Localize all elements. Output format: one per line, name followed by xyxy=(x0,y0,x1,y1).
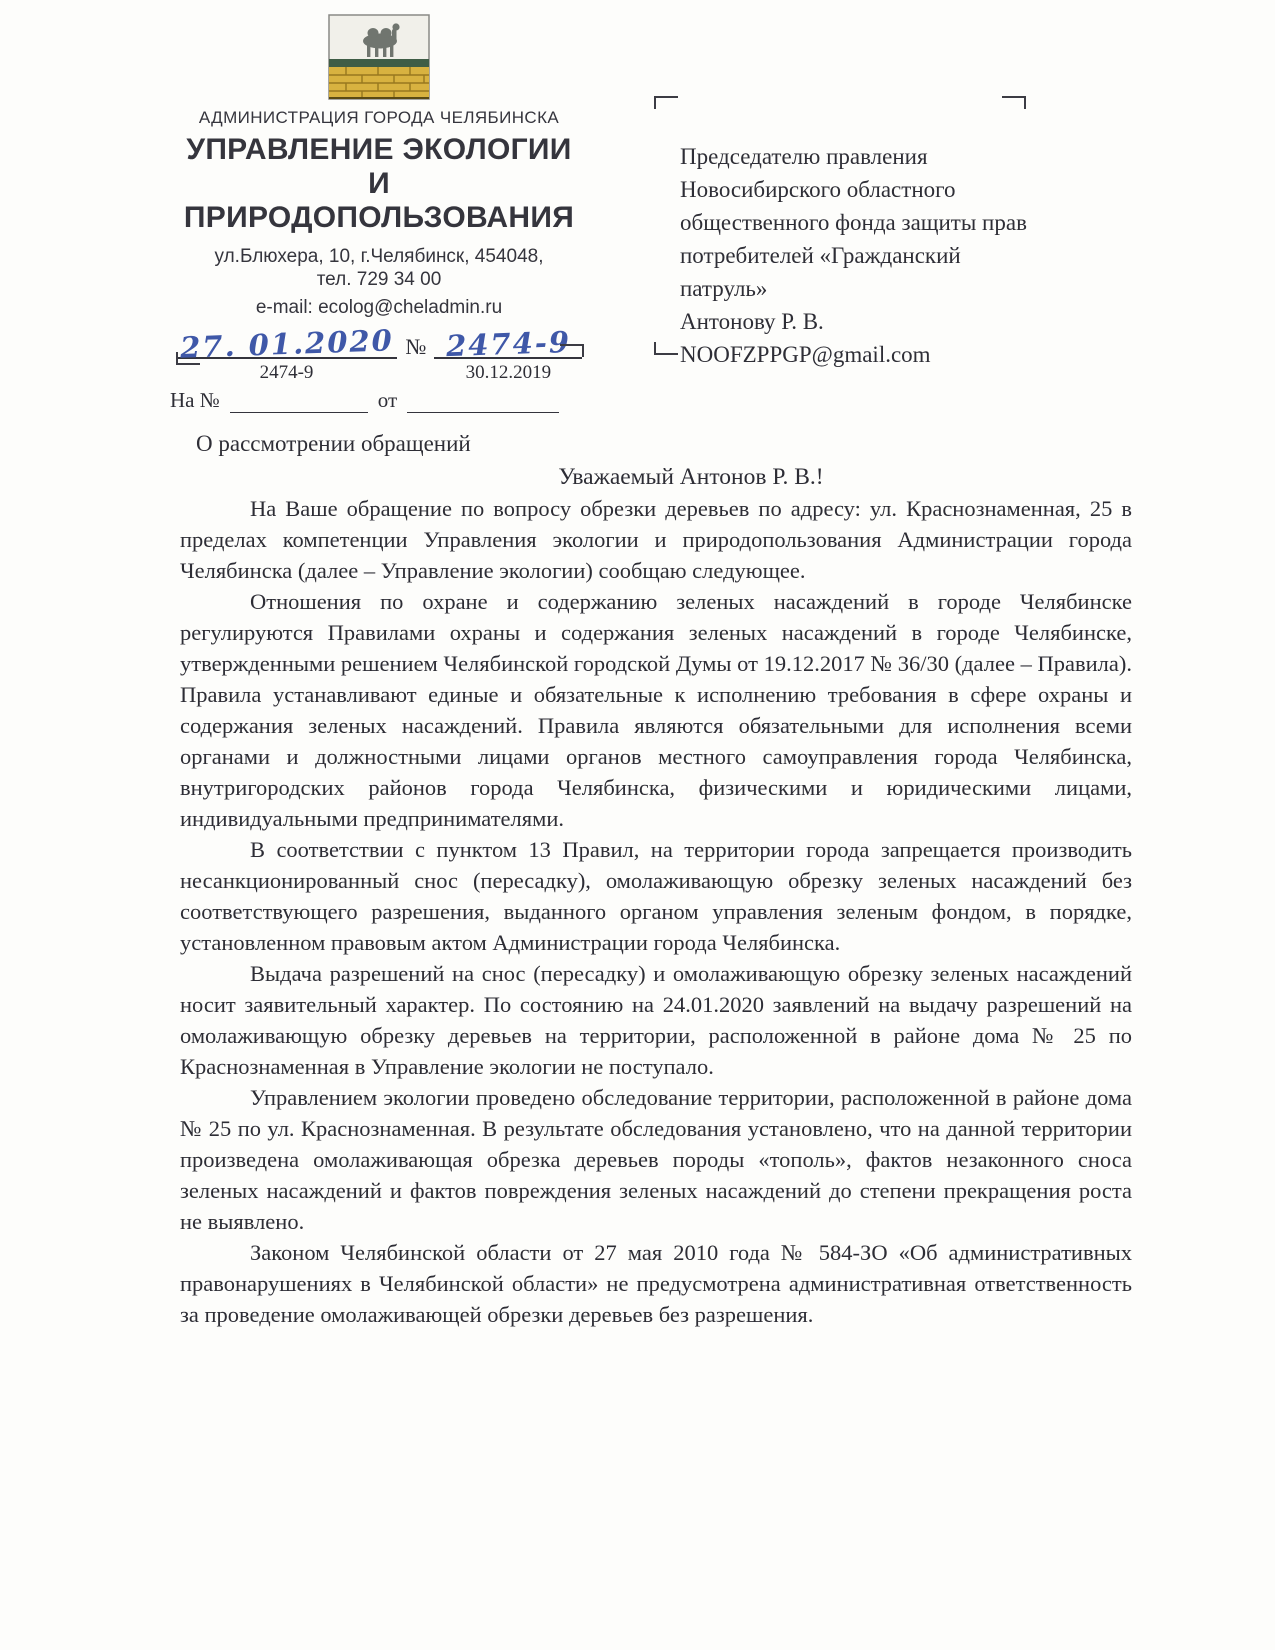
corner-mark xyxy=(560,344,584,357)
corner-mark xyxy=(1002,96,1026,109)
body-paragraph: Выдача разрешений на снос (пересадку) и омолаживающую обрезку зеленых насаждений носит заявительный характер. По состоянию на 24.01.2020 заявлений на выдачу разрешений на омолаживающую обрезку деревьев на территории, расположенной в районе дома № 25 по Краснознаменная в Управление экологии не поступало. xyxy=(180,961,1132,1079)
ot-label: от xyxy=(377,388,398,412)
chelyabinsk-coat-of-arms-logo xyxy=(328,14,430,100)
blank-line xyxy=(230,393,368,413)
corner-mark xyxy=(176,352,200,365)
body-paragraph: Управлением экологии проведено обследование территории, расположенной в районе дома № 25 по ул. Краснознаменная. В результате обследования установлено, что на данной территории произведена омолаживающая обрезка деревьев породы «тополь», фактов незаконного сноса зеленых насаждений и фактов повреждения зеленых насаждений до степени прекращения роста не выявлено. xyxy=(180,1085,1132,1234)
body-paragraph: В соответствии с пунктом 13 Правил, на территории города запрещается производить несанкционированный снос (пересадку), омолаживающую обрезку зеленых насаждений без соответствующего разрешения, выданного органом управления зеленым фондом, в порядке, установленном правовым актом Администрации города Челябинска. xyxy=(180,837,1132,955)
body-paragraph: На Ваше обращение по вопросу обрезки деревьев по адресу: ул. Краснознаменная, 25 в пределах компетенции Управления экологии и природопользования Администрации города Челябинска (далее – Управление экологии) сообщаю следующее. xyxy=(180,496,1132,583)
body-paragraph: Законом Челябинской области от 27 мая 2010 года № 584-ЗО «Об административных правонарушениях в Челябинской области» не предусмотрена административная ответственность за проведение омолаживающей обрезки деревьев без разрешения. xyxy=(180,1240,1132,1327)
addressee-block xyxy=(680,140,1078,371)
addressee-line: общественного фонда защиты прав xyxy=(680,210,1027,235)
typed-ref-date: 30.12.2019 xyxy=(465,362,552,383)
letter-body xyxy=(180,462,1132,1330)
typed-ref-number: 2474-9 xyxy=(259,362,314,383)
reference-number-area xyxy=(170,323,588,384)
org-name-line2: И ПРИРОДОПОЛЬЗОВАНИЯ xyxy=(183,167,575,234)
number-sign: № xyxy=(405,334,427,359)
addressee-email: NOOFZPPGP@gmail.com xyxy=(680,342,931,367)
addressee-line: Председателю правления xyxy=(680,144,928,169)
blank-line xyxy=(407,393,559,413)
addressee-name: Антонову Р. В. xyxy=(680,309,824,334)
org-phone: тел. 729 34 00 xyxy=(316,269,442,290)
corner-mark xyxy=(654,96,678,109)
org-address: ул.Блюхера, 10, г.Челябинск, 454048, xyxy=(214,246,544,267)
handwritten-date: 27. 01.2020 xyxy=(179,323,394,365)
incoming-reference-row xyxy=(170,388,588,413)
corner-mark xyxy=(654,342,678,355)
letter-subject: О рассмотрении обращений xyxy=(196,431,471,456)
org-name-parent: АДМИНИСТРАЦИЯ ГОРОДА ЧЕЛЯБИНСКА xyxy=(198,108,560,127)
addressee-line: Новосибирского областного xyxy=(680,177,956,202)
addressee-line: потребителей «Гражданский xyxy=(680,243,961,268)
letterhead xyxy=(170,14,588,457)
na-number-label: На № xyxy=(170,388,220,412)
outgoing-date-field xyxy=(176,323,398,384)
salutation: Уважаемый Антонов Р. В.! xyxy=(558,464,824,490)
handwritten-number: 2474-9 xyxy=(445,324,572,364)
body-paragraph: Отношения по охране и содержанию зеленых насаждений в городе Челябинске регулируются Правилами охраны и содержания зеленых насаждений в городе Челябинске, утвержденными решением Челябинской городской Думы от 19.12.2017 № 36/30 (далее – Правила). Правила устанавливают единые и обязательные к исполнению требования в сфере охраны и содержания зеленых насаждений. Правила являются обязательными для исполнения всеми органами и должностными лицами органов местного самоуправления города Челябинска, внутригородских районов города Челябинска, физическими и юридическими лицами, индивидуальными предпринимателями. xyxy=(180,589,1132,831)
org-email: e-mail: ecolog@cheladmin.ru xyxy=(255,297,503,318)
org-name-line1: УПРАВЛЕНИЕ ЭКОЛОГИИ xyxy=(186,133,572,166)
addressee-line: патруль» xyxy=(680,276,768,301)
